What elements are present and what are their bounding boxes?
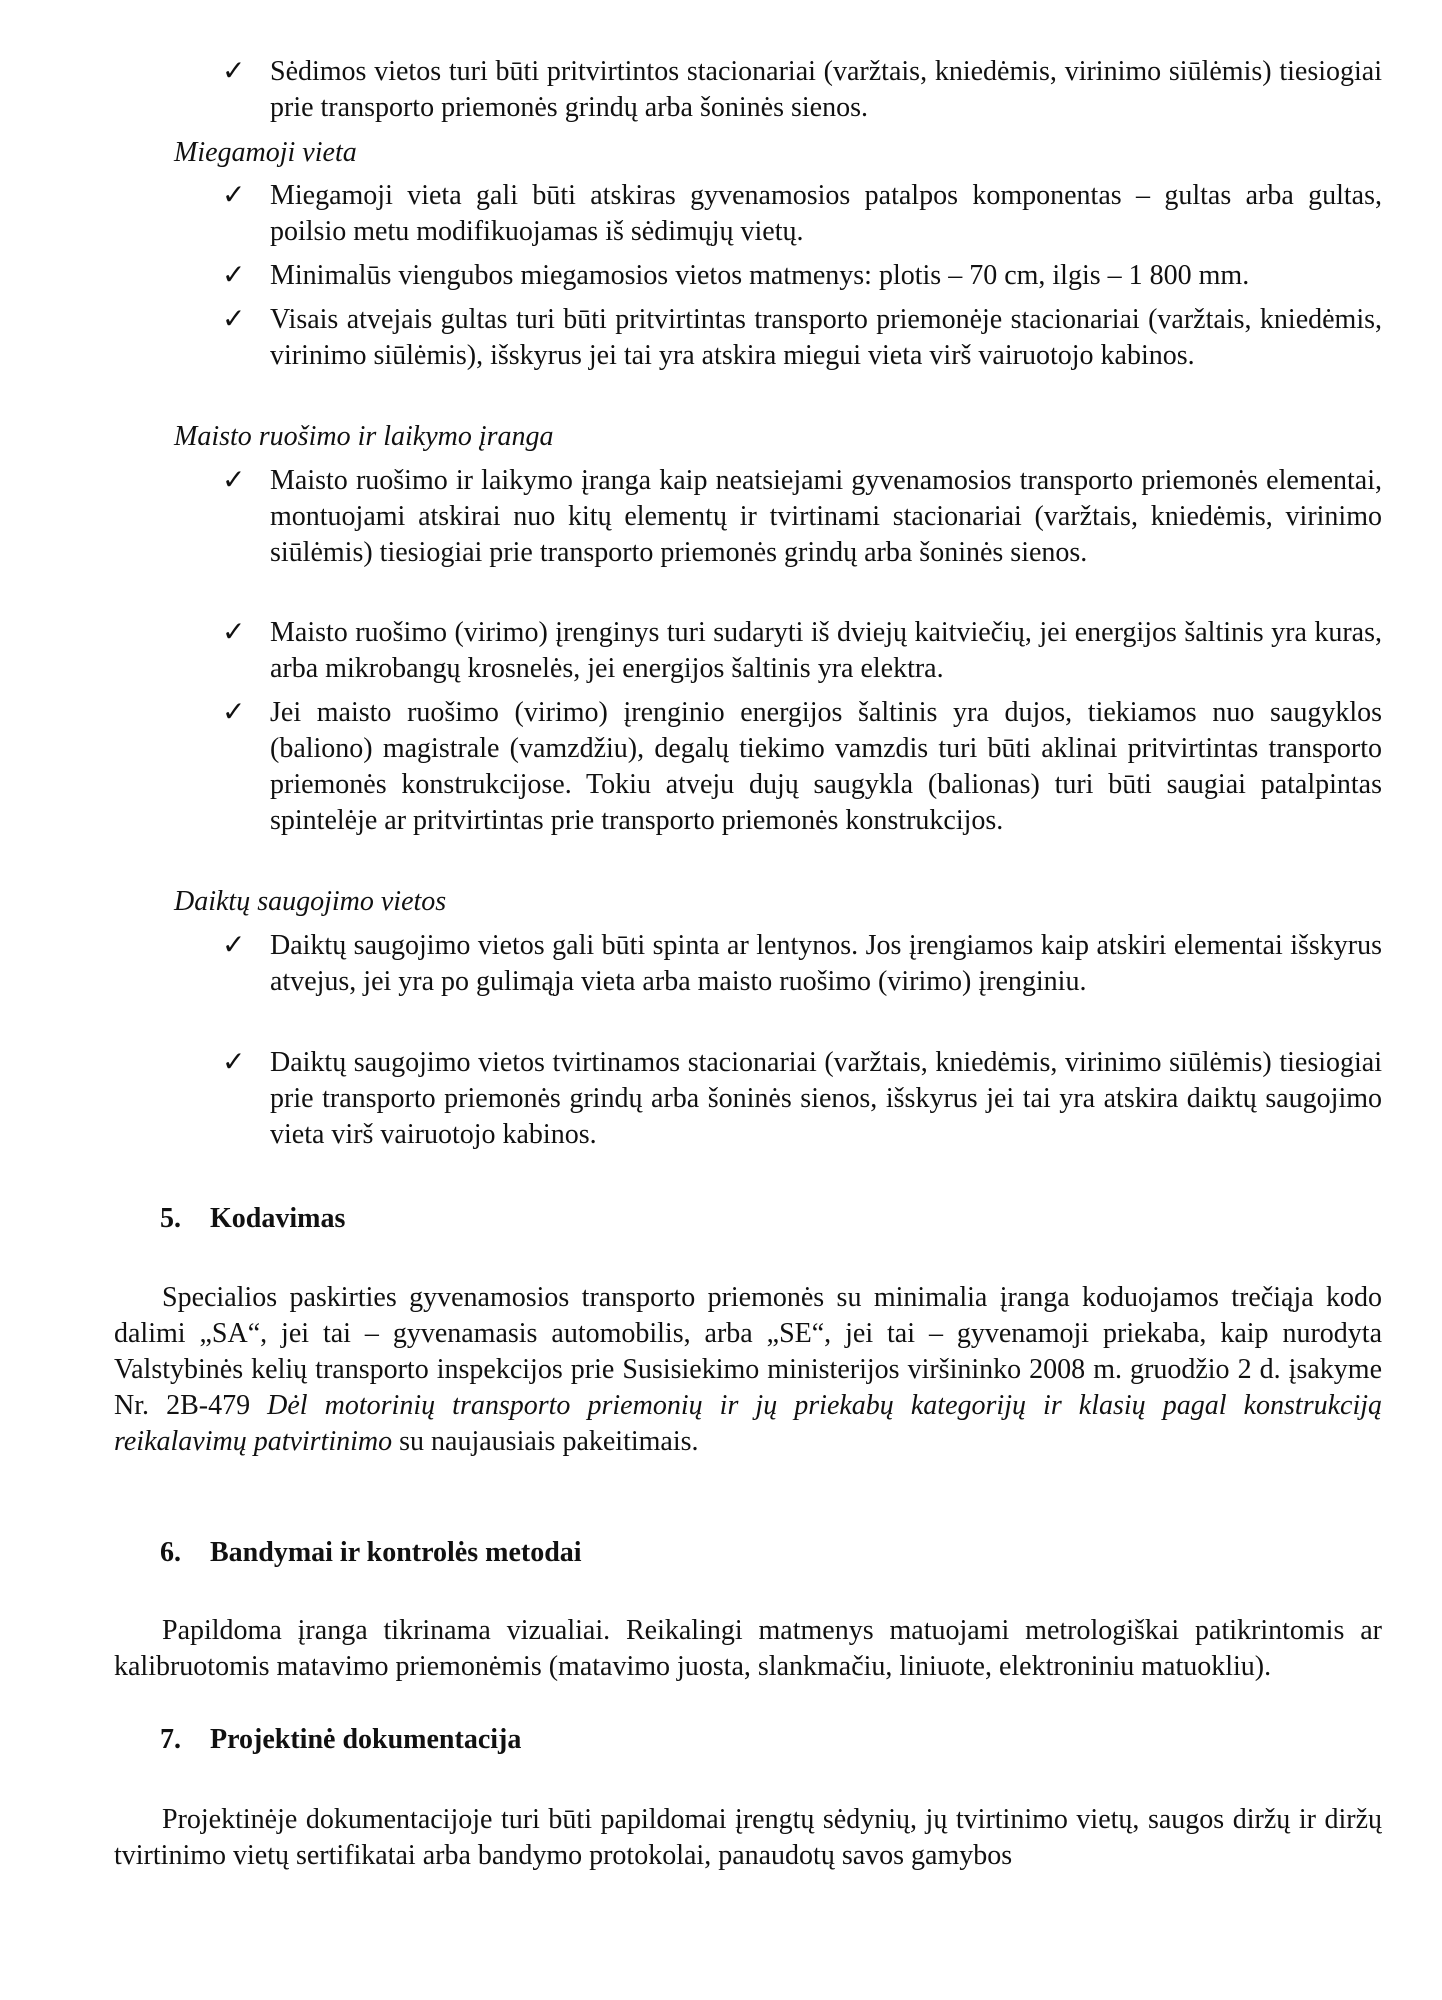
- section-title: Projektinė dokumentacija: [210, 1724, 522, 1755]
- legal-act-title: Dėl motorinių transporto priemonių ir jų priekabų kategorijų ir klasių pagal konstrukciją reikalavimų patvirtinimo: [114, 1390, 1383, 1457]
- list-item-text: Sėdimos vietos turi būti pritvirtintos stacionariai (varžtais, kniedėmis, virinimo siūlėmis) tiesiogiai prie transporto priemonės grindų arba šoninės sienos.: [270, 56, 1382, 123]
- list-item-text: Maisto ruošimo ir laikymo įranga kaip neatsiejami gyvenamosios transporto priemonės elementai, montuojami atskirai nuo kitų elementų ir tvirtinami stacionariai (varžtais, kniedėmis, virinimo siūlėmis) tiesiogiai prie transporto priemonės grindų arba šoninės sienos.: [270, 465, 1382, 568]
- paragraph: Projektinėje dokumentacijoje turi būti papildomai įrengtų sėdynių, jų tvirtinimo vietų, saugos diržų ir diržų tvirtinimo vietų sertifikatai arba bandymo protokolai, panaudotų savos gamybos: [114, 1804, 1382, 1871]
- section-title: Bandymai ir kontrolės metodai: [210, 1537, 582, 1568]
- checkmark-icon: ✓: [222, 56, 246, 87]
- list-item-text: Jei maisto ruošimo (virimo) įrenginio energijos šaltinis yra dujos, tiekiamos nuo saugyklos (baliono) magistrale (vamzdžiu), degalų tiekimo vamzdis turi būti aklinai pritvirtintas transporto priemonės konstrukcijose. Tokiu atveju dujų saugykla (balionas) turi būti saugiai patalpintas spintelėje ar pritvirtintas prie transporto priemonės konstrukcijos.: [270, 697, 1382, 836]
- list-item: [222, 1045, 1382, 1153]
- paragraph: [114, 1280, 1382, 1460]
- list-item-text: Maisto ruošimo (virimo) įrenginys turi sudaryti iš dviejų kaitviečių, jei energijos šaltinis yra kuras, arba mikrobangų krosnelės, jei energijos šaltinis yra elektra.: [270, 617, 1382, 684]
- subheading-sleeping: Miegamoji vieta: [174, 137, 357, 168]
- checkmark-icon: ✓: [222, 180, 246, 211]
- list-item-text: Daiktų saugojimo vietos gali būti spinta ar lentynos. Jos įrengiamos kaip atskiri elementai išskyrus atvejus, jei yra po gulimąja vieta arba maisto ruošimo (virimo) įrenginiu.: [270, 930, 1382, 997]
- list-item: [222, 258, 1382, 294]
- section-title: Kodavimas: [210, 1203, 346, 1234]
- subheading-food: Maisto ruošimo ir laikymo įranga: [174, 421, 554, 452]
- section-number: 7.: [160, 1724, 181, 1755]
- paragraph: Papildoma įranga tikrinama vizualiai. Reikalingi matmenys matuojami metrologiškai patikrintomis ar kalibruotomis matavimo priemonėmis (matavimo juosta, slankmačiu, liniuote, elektroniniu matuokliu).: [114, 1615, 1382, 1682]
- checkmark-icon: ✓: [222, 260, 246, 291]
- paragraph-text: Specialios paskirties gyvenamosios transporto priemonės su minimalia įranga koduojamos trečiąja kodo dalimi „SA“, jei tai – gyvenamasis automobilis, arba „SE“, jei tai – gyvenamoji priekaba, kaip nurodyta Valstybinės kelių transporto inspekcijos prie Susisiekimo ministerijos viršininko 2008 m. gruodžio 2 d. įsakyme Nr. 2B-479: [114, 1282, 1382, 1421]
- subheading-storage: Daiktų saugojimo vietos: [174, 886, 447, 917]
- list-item-text: Daiktų saugojimo vietos tvirtinamos stacionariai (varžtais, kniedėmis, virinimo siūlėmis) tiesiogiai prie transporto priemonės grindų arba šoninės sienos, išskyrus jei tai yra atskira daiktų saugojimo vieta virš vairuotojo kabinos.: [270, 1047, 1382, 1150]
- list-item: [222, 302, 1382, 374]
- section-heading: [160, 1722, 521, 1758]
- section-number: 5.: [160, 1203, 181, 1234]
- list-item: [222, 463, 1382, 571]
- checkmark-icon: ✓: [222, 617, 246, 648]
- section-number: 6.: [160, 1537, 181, 1568]
- section-heading: [160, 1201, 345, 1237]
- checkmark-icon: ✓: [222, 465, 246, 496]
- list-item: [222, 695, 1382, 839]
- checkmark-icon: ✓: [222, 697, 246, 728]
- list-item: [222, 928, 1382, 1000]
- checkmark-icon: ✓: [222, 930, 246, 961]
- list-item: [222, 178, 1382, 250]
- checkmark-icon: ✓: [222, 1047, 246, 1078]
- list-item: [222, 615, 1382, 687]
- list-item-text: Minimalūs viengubos miegamosios vietos matmenys: plotis – 70 cm, ilgis – 1 800 mm.: [270, 260, 1250, 291]
- list-item-text: Visais atvejais gultas turi būti pritvirtintas transporto priemonėje stacionariai (varžtais, kniedėmis, virinimo siūlėmis), išskyrus jei tai yra atskira miegui vieta virš vairuotojo kabinos.: [270, 304, 1382, 371]
- list-item-text: Miegamoji vieta gali būti atskiras gyvenamosios patalpos komponentas – gultas arba gultas, poilsio metu modifikuojamas iš sėdimųjų vietų.: [270, 180, 1382, 247]
- paragraph-text: su naujausiais pakeitimais.: [392, 1426, 699, 1457]
- list-item: [222, 54, 1382, 126]
- checkmark-icon: ✓: [222, 304, 246, 335]
- section-heading: [160, 1535, 582, 1571]
